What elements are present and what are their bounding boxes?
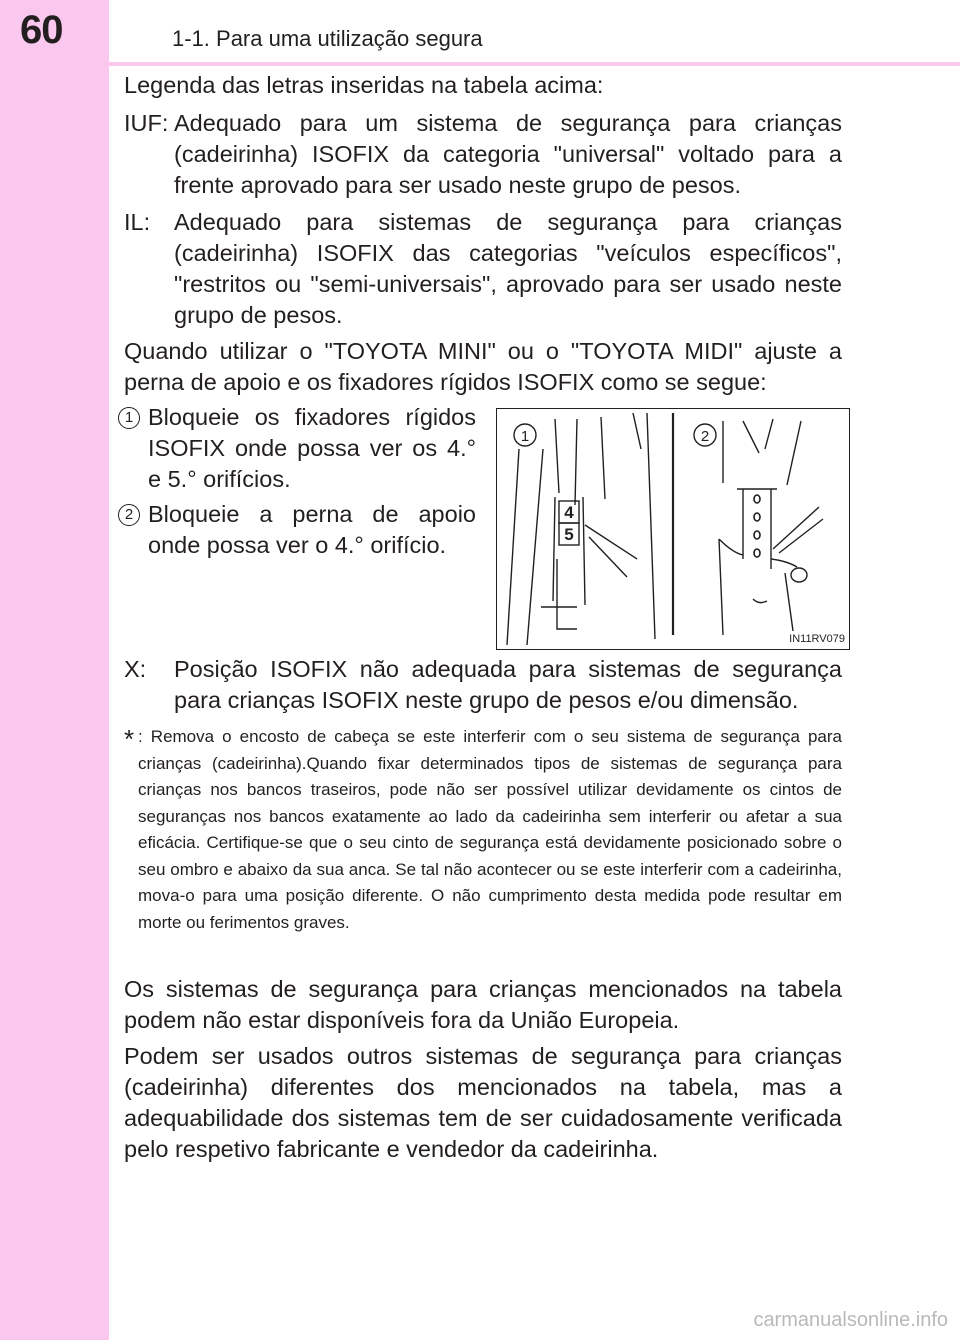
eu-paragraph: Os sistemas de segurança para crianças mencionados na tabela podem não estar disponíveis fora da União Europeia. xyxy=(124,976,842,1033)
hole-4-label: 4 xyxy=(564,503,574,522)
section-title: 1-1. Para uma utilização segura xyxy=(172,26,483,51)
legend-intro: Legenda das letras inseridas na tabela acima: xyxy=(124,72,604,98)
x-text: Posição ISOFIX não adequada para sistemas de segurança para crianças ISOFIX neste grupo de pesos e/ou dimensão. xyxy=(174,656,842,713)
figure-marker-2: 2 xyxy=(700,428,710,445)
toyota-paragraph: Quando utilizar o "TOYOTA MINI" ou o "TOYOTA MIDI" ajuste a perna de apoio e os fixadores rígidos ISOFIX como se segue: xyxy=(124,338,842,395)
x-label: X: xyxy=(124,656,147,682)
hole-5-label: 5 xyxy=(564,525,574,544)
iuf-label: IUF: xyxy=(124,110,169,136)
il-label: IL: xyxy=(124,209,151,235)
isofix-illustration xyxy=(496,408,850,650)
iuf-text: Adequado para um sistema de segurança para crianças (cadeirinha) ISOFIX da categoria "universal" voltado para a frente aprovado para ser usado neste grupo de pesos. xyxy=(174,110,842,198)
il-text: Adequado para sistemas de segurança para crianças (cadeirinha) ISOFIX das categorias "veículos específicos", "restritos ou "semi-universais", aprovado para ser usado neste grupo de pesos. xyxy=(174,209,842,328)
isofix-drawing xyxy=(497,409,849,649)
step-1-text: Bloqueie os fixadores rígidos ISOFIX onde possa ver os 4.° e 5.° orifícios. xyxy=(148,404,476,492)
watermark: carmanualsonline.info xyxy=(753,1309,948,1331)
other-systems-paragraph: Podem ser usados outros sistemas de segurança para crianças (cadeirinha) diferentes dos mencionados na tabela, mas a adequabilidade dos sistemas tem de ser cuidadosamente verificada pelo respetivo fabricante e vendedor da cadeirinha. xyxy=(124,1043,842,1162)
page-sidebar xyxy=(0,0,109,1340)
footnote-mark: * xyxy=(124,724,135,754)
step-2-marker: 2 xyxy=(118,504,140,526)
header-rule xyxy=(0,62,960,66)
step-1-marker: 1 xyxy=(118,407,140,429)
figure-marker-1: 1 xyxy=(520,428,530,445)
footnote-text: : Remova o encosto de cabeça se este interferir com o seu sistema de segurança para crianças (cadeirinha).Quando fixar determinados tipos de sistemas de segurança para crianças nos bancos traseiros, pode não ser possível utilizar devidamente os cintos de seguranças nos bancos exatamente ao lado da cadeirinha sem interferir ou afetar a sua eficácia. Certifique-se que o seu cinto de segurança está devidamente posicionado sobre o seu ombro e abaixo da sua anca. Se tal não acontecer ou se este interferir com a cadeirinha, mova-o para uma posição diferente. O não cumprimento desta medida pode resultar em morte ou ferimentos graves. xyxy=(138,727,842,932)
page-header xyxy=(0,0,960,62)
figure-id: IN11RV079 xyxy=(789,633,845,645)
step-2-text: Bloqueie a perna de apoio onde possa ver o 4.° orifício. xyxy=(148,501,476,558)
page-number: 60 xyxy=(20,8,63,52)
